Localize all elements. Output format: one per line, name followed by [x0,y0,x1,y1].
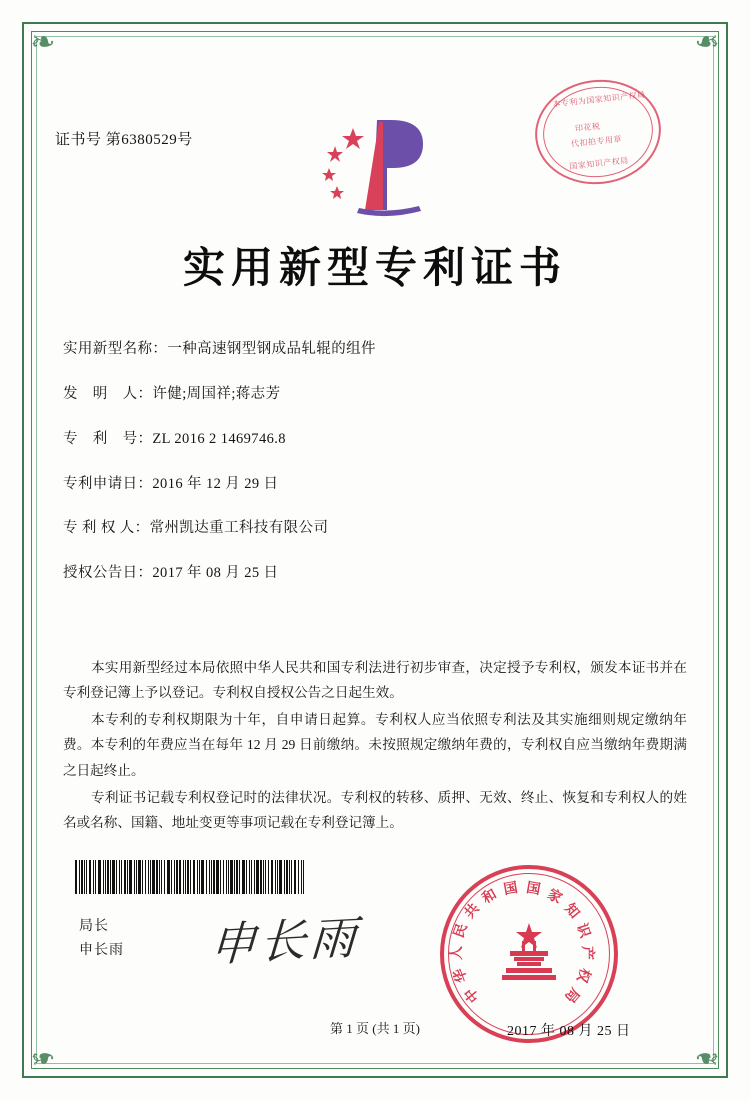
seal-ring-char: 识 [573,921,593,941]
tax-stamp-seal [535,80,665,190]
field-row-application-date [63,475,693,494]
field-value: 常州凯达重工科技有限公司 [149,520,329,537]
field-row-inventors [63,385,693,404]
field-value: 一种高速钢型钢成品轧辊的组件 [167,341,376,357]
seal-mid-text-1: 印花税 [574,121,601,134]
sipo-logo-icon [295,110,455,220]
field-value: 许健;周国祥;蒋志芳 [152,385,281,402]
field-label: 专 利 号： [63,430,153,447]
handwritten-signature: 申长雨 [208,909,362,973]
page-footer: 第 1 页 (共 1 页) [330,1021,420,1036]
issue-date: 2017 年 08 月 25 日 [507,1024,631,1039]
corner-ornament-icon: ❧ [30,1041,56,1074]
seal-mid-text-2: 代扣拍专用章 [570,134,623,149]
seal-ring-char: 产 [579,946,595,960]
seal-ring-char: 和 [479,886,500,908]
seal-ring-char: 民 [451,921,471,941]
field-value: ZL 2016 2 1469746.8 [152,430,286,447]
seal-ring-char: 权 [573,965,593,985]
signer-name: 申长雨 [79,942,124,958]
signature-block [79,915,124,963]
field-value: 2017 年 08 月 25 日 [152,565,279,582]
seal-ring-char: 国 [502,879,519,899]
national-seal [440,865,618,1043]
field-row-grant-date [63,564,693,583]
field-label: 实用新型名称： [63,341,168,357]
legal-text-block [63,655,687,837]
field-row-patent-number [63,430,693,449]
seal-top-arc-text: 本专利为国家知识产权局 [552,90,646,109]
seal-ring-char: 共 [461,900,483,922]
seal-ring-char: 局 [561,984,583,1006]
signer-role: 局长 [79,919,109,934]
certificate-content [55,60,695,1040]
field-label: 专利申请日： [63,475,153,492]
corner-ornament-icon: ❧ [694,26,720,59]
seal-ring-char: 家 [544,886,565,908]
corner-ornament-icon: ❧ [30,26,56,59]
field-label: 授权公告日： [63,565,153,582]
seal-bottom-arc-text: 国家知识产权局 [568,155,630,172]
field-label: 发 明 人： [63,385,153,402]
seal-ring-char: 华 [451,965,471,985]
national-emblem-icon [492,921,566,991]
seal-ring-char: 中 [461,984,483,1006]
seal-ring-char: 国 [525,879,542,899]
legal-paragraph: 专利证书记载专利权登记时的法律状况。专利权的转移、质押、无效、终止、恢复和专利权人的姓名或名称、国籍、地址变更等事项记载在专利登记簿上。 [63,789,687,830]
field-row-patentee [63,519,693,538]
field-label: 专 利 权 人： [63,520,150,537]
field-list [63,340,693,609]
seal-ring-char: 人 [449,946,465,960]
corner-ornament-icon: ❧ [694,1041,720,1074]
field-value: 2016 年 12 月 29 日 [152,475,279,492]
certificate-number: 证书号 第6380529号 [55,132,193,148]
legal-paragraph: 本专利的专利权期限为十年，自申请日起算。专利权人应当依照专利法及其实施细则规定缴纳年费。本专利的年费应当在每年 12 月 29 日前缴纳。未按照规定缴纳年费的，专利权自应当缴纳年费期满之日起终止。 [63,712,687,778]
seal-ring-char: 知 [561,900,583,922]
field-row-name [63,340,693,359]
legal-paragraph: 本实用新型经过本局依照中华人民共和国专利法进行初步审查，决定授予专利权，颁发本证书并在专利登记簿上予以登记。专利权自授权公告之日起生效。 [63,660,687,701]
barcode [75,860,305,894]
page-title: 实用新型专利证书 [182,246,567,292]
